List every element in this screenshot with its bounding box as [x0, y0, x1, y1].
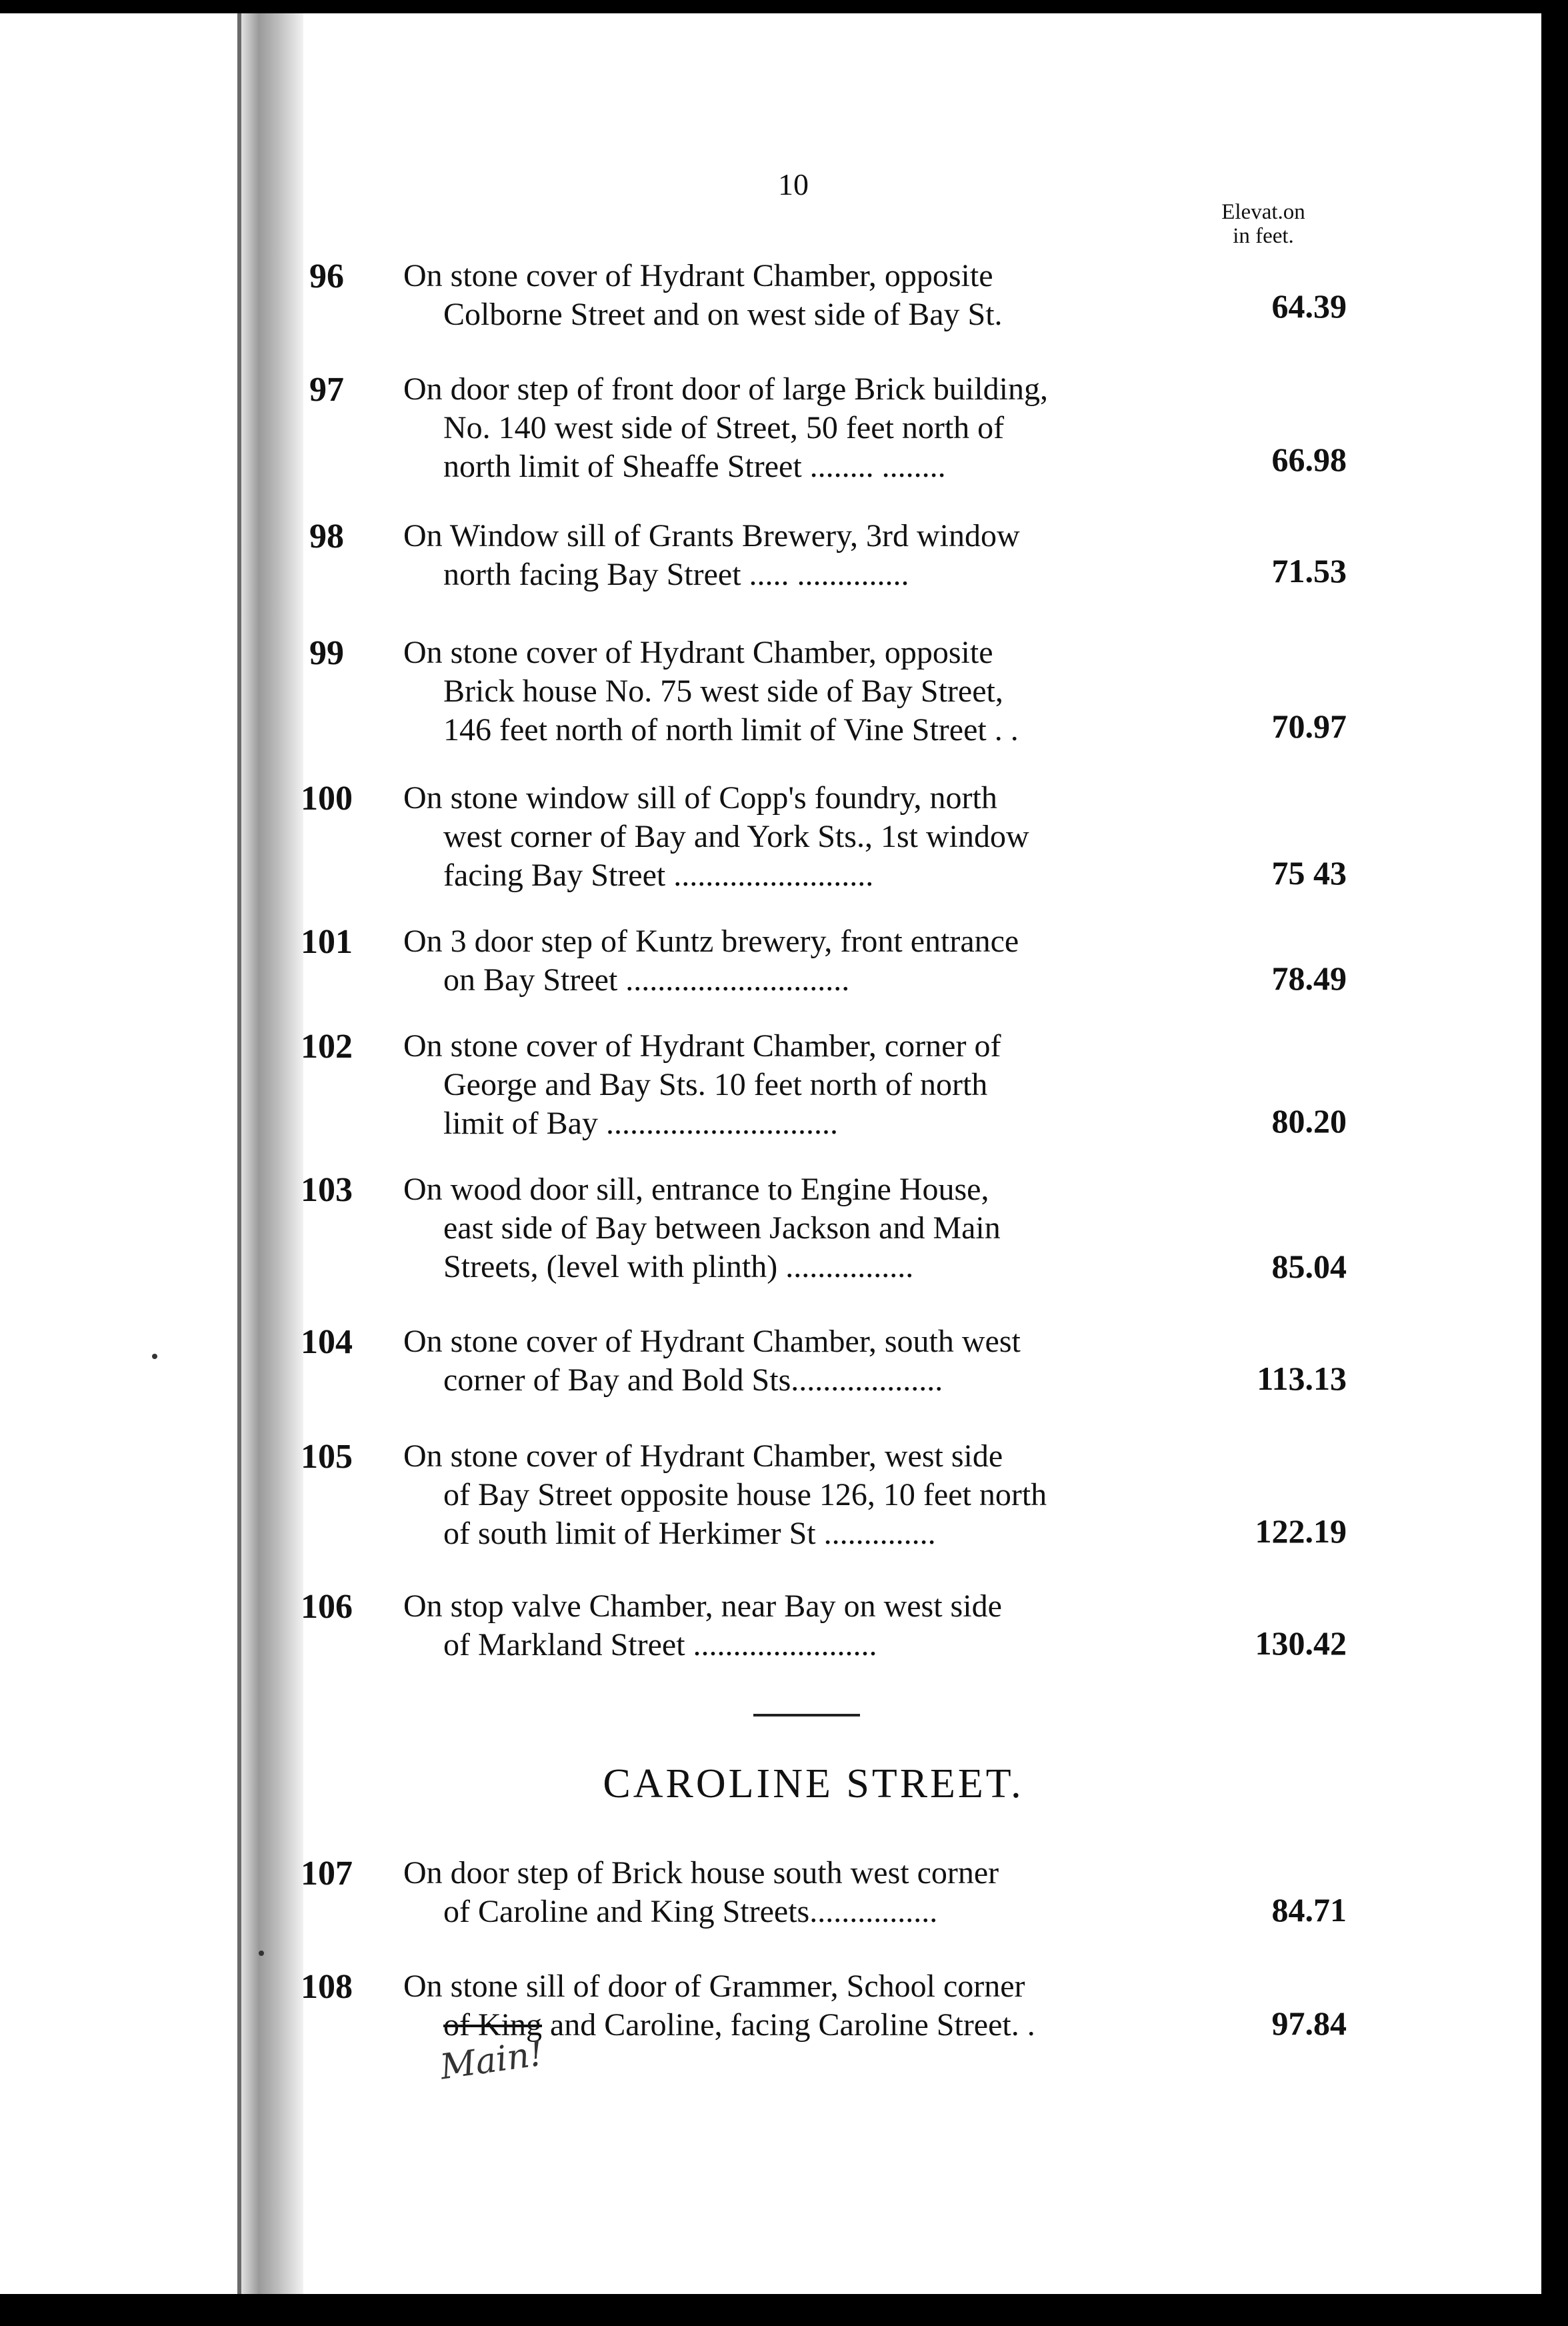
elevation-column-header: [1193, 200, 1333, 248]
elevation-value: 113.13: [1257, 1360, 1347, 1397]
elevation-value: 64.39: [1271, 287, 1347, 325]
page-number: 10: [778, 167, 809, 201]
elevation-value: 122.19: [1255, 1512, 1347, 1550]
entry-number: 98: [309, 517, 344, 555]
entry-number: 103: [301, 1171, 353, 1209]
elevation-value: 78.49: [1271, 960, 1347, 997]
description-line: north facing Bay Street ..... ..............: [443, 557, 909, 592]
entry-number: 102: [301, 1028, 353, 1066]
description-line: On stone cover of Hydrant Chamber, west side: [403, 1438, 1003, 1474]
handwritten-correction: Main!: [437, 2033, 546, 2088]
description-line: corner of Bay and Bold Sts...................: [443, 1362, 943, 1398]
left-page-leaf: [0, 13, 240, 2294]
elevation-value: 71.53: [1271, 552, 1347, 590]
description-line: of south limit of Herkimer St ..............: [443, 1516, 936, 1551]
description-line: On stone window sill of Copp's foundry, north: [403, 780, 997, 816]
entry-number: 96: [309, 257, 344, 295]
description-line: On door step of front door of large Brick building,: [403, 371, 1048, 407]
elevation-value: 130.42: [1255, 1624, 1347, 1662]
description-line: On 3 door step of Kuntz brewery, front entrance: [403, 924, 1019, 959]
scan-border-right: [1541, 0, 1568, 2326]
entry-number: 97: [309, 371, 344, 409]
entry-number: 100: [301, 780, 353, 818]
entry-number: 104: [301, 1323, 353, 1361]
description-line: George and Bay Sts. 10 feet north of north: [443, 1067, 988, 1102]
entry-number: 105: [301, 1438, 353, 1476]
description-line: On wood door sill, entrance to Engine House,: [403, 1172, 989, 1207]
elevation-value: 85.04: [1271, 1248, 1347, 1285]
elevation-value: 66.98: [1271, 441, 1347, 478]
section-divider: [753, 1714, 860, 1716]
column-header-line: Elevat.on: [1221, 200, 1305, 224]
description-line: No. 140 west side of Street, 50 feet north of: [443, 410, 1005, 445]
entry-number: 99: [309, 634, 344, 672]
description-line: Brick house No. 75 west side of Bay Street,: [443, 674, 1003, 709]
scan-border-top: [0, 0, 1568, 13]
elevation-value: 70.97: [1271, 708, 1347, 745]
description-line: of Caroline and King Streets................: [443, 1894, 938, 1929]
column-header-line: in feet.: [1233, 224, 1294, 248]
scan-border-bottom: [0, 2294, 1568, 2326]
ink-speck: [152, 1354, 157, 1359]
description-line: On stone cover of Hydrant Chamber, opposite: [403, 258, 993, 293]
description-line: east side of Bay between Jackson and Main: [443, 1210, 1001, 1246]
elevation-value: 97.84: [1271, 2005, 1347, 2042]
description-line: On stone cover of Hydrant Chamber, south west: [403, 1324, 1021, 1359]
description-text: and Caroline, facing Caroline Street. .: [541, 2007, 1035, 2043]
ink-speck: [259, 1951, 264, 1956]
elevation-value: 75 43: [1271, 854, 1347, 892]
elevation-value: 84.71: [1271, 1891, 1347, 1929]
entry-number: 108: [301, 1968, 353, 2006]
entry-number: 106: [301, 1588, 353, 1626]
description-line: On Window sill of Grants Brewery, 3rd window: [403, 518, 1020, 553]
description-line: limit of Bay .............................: [443, 1106, 838, 1141]
description-line: west corner of Bay and York Sts., 1st window: [443, 819, 1029, 854]
elevation-value: 80.20: [1271, 1102, 1347, 1140]
description-line: On stone sill of door of Grammer, School corner: [403, 1969, 1025, 2004]
description-line: On stone cover of Hydrant Chamber, opposite: [403, 635, 993, 670]
description-line: Streets, (level with plinth) ................: [443, 1249, 914, 1284]
description-line: on Bay Street ............................: [443, 962, 850, 998]
description-line: Colborne Street and on west side of Bay St.: [443, 297, 1003, 332]
description-line: of Markland Street .......................: [443, 1627, 877, 1662]
entry-number: 107: [301, 1855, 353, 1893]
description-line: facing Bay Street .........................: [443, 858, 874, 893]
description-line: On stop valve Chamber, near Bay on west side: [403, 1588, 1002, 1624]
description-line: 146 feet north of north limit of Vine Street . .: [443, 712, 1019, 748]
section-title: CAROLINE STREET.: [603, 1761, 1024, 1807]
description-line: of Bay Street opposite house 126, 10 feet north: [443, 1477, 1047, 1512]
description-line: north limit of Sheaffe Street ........ ........: [443, 449, 946, 484]
struck-text: of King: [443, 2007, 542, 2043]
entry-number: 101: [301, 923, 353, 961]
description-line: On stone cover of Hydrant Chamber, corner of: [403, 1028, 1001, 1064]
description-line: On door step of Brick house south west corner: [403, 1855, 999, 1891]
book-gutter-shadow: [240, 13, 303, 2294]
book-gutter-edge: [237, 13, 241, 2294]
